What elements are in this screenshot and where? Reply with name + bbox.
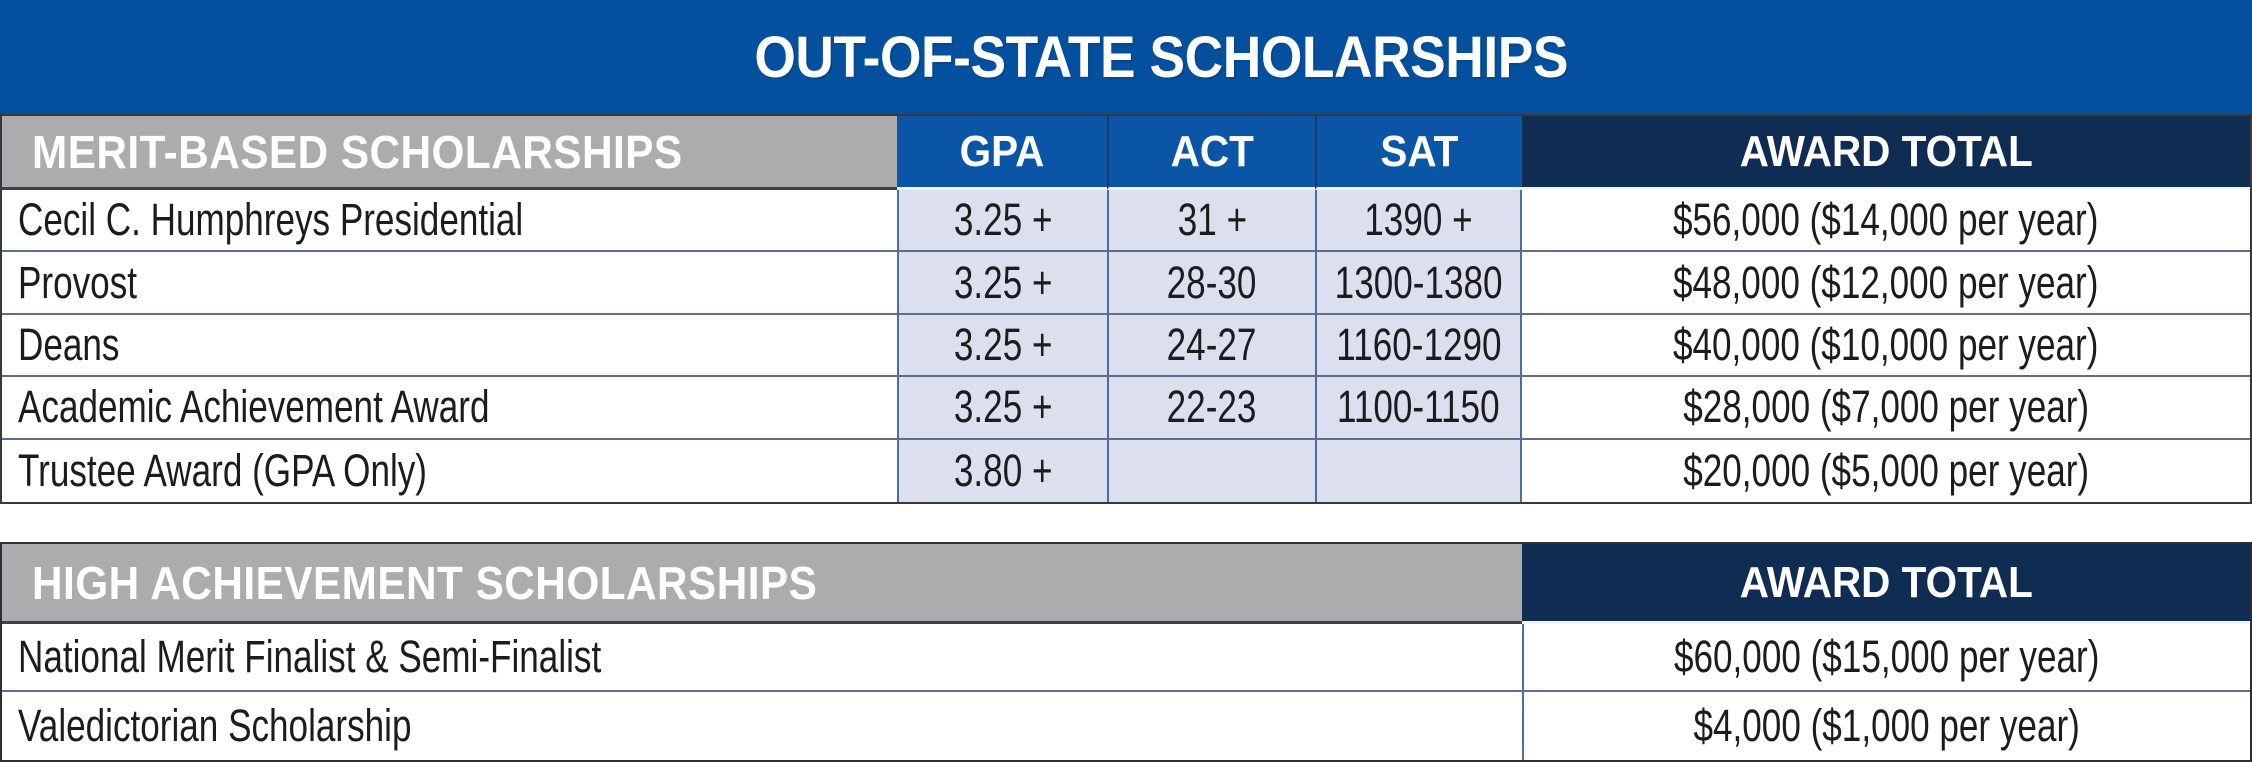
act-cell: 24-27: [1107, 315, 1315, 377]
award-total-cell: $56,000 ($14,000 per year): [1522, 190, 2250, 252]
award-total-cell: $20,000 ($5,000 per year): [1522, 440, 2250, 502]
gpa-cell: 3.25 +: [897, 190, 1107, 252]
award-total-column-header: AWARD TOTAL: [1522, 116, 2250, 190]
scholarship-name-cell: Cecil C. Humphreys Presidential: [2, 190, 897, 252]
high-achievement-title-cell: [2, 544, 1522, 624]
scholarship-name-cell: Deans: [2, 315, 897, 377]
scholarship-name-cell: Academic Achievement Award: [2, 377, 897, 439]
merit-scholarships-table: [0, 114, 2252, 504]
award-total-cell: $60,000 ($15,000 per year): [1522, 624, 2250, 692]
act-cell: 31 +: [1107, 190, 1315, 252]
award-total-cell: $48,000 ($12,000 per year): [1522, 252, 2250, 314]
act-cell: [1107, 440, 1315, 502]
award-total-cell: $40,000 ($10,000 per year): [1522, 315, 2250, 377]
title-banner: [0, 0, 2252, 114]
gpa-cell: 3.25 +: [897, 377, 1107, 439]
sat-cell: 1390 +: [1315, 190, 1522, 252]
sat-cell: 1300-1380: [1315, 252, 1522, 314]
high-achievement-table: [0, 542, 2252, 762]
merit-table-title: MERIT-BASED SCHOLARSHIPS: [32, 125, 683, 178]
merit-table-title-cell: [2, 116, 897, 190]
sat-cell: 1100-1150: [1315, 377, 1522, 439]
gpa-column-header: GPA: [897, 116, 1107, 190]
sat-column-header: SAT: [1315, 116, 1522, 190]
gpa-cell: 3.25 +: [897, 315, 1107, 377]
high-achievement-title: HIGH ACHIEVEMENT SCHOLARSHIPS: [32, 556, 818, 609]
scholarship-name-cell: Trustee Award (GPA Only): [2, 440, 897, 502]
award-total-column-header: AWARD TOTAL: [1522, 544, 2250, 624]
award-total-cell: $4,000 ($1,000 per year): [1522, 692, 2250, 760]
sat-cell: 1160-1290: [1315, 315, 1522, 377]
sat-cell: [1315, 440, 1522, 502]
gpa-cell: 3.25 +: [897, 252, 1107, 314]
page-title: OUT-OF-STATE SCHOLARSHIPS: [754, 24, 1568, 90]
act-cell: 22-23: [1107, 377, 1315, 439]
act-column-header: ACT: [1107, 116, 1315, 190]
scholarship-name-cell: Valedictorian Scholarship: [2, 692, 1522, 760]
gpa-cell: 3.80 +: [897, 440, 1107, 502]
award-total-cell: $28,000 ($7,000 per year): [1522, 377, 2250, 439]
scholarship-name-cell: Provost: [2, 252, 897, 314]
act-cell: 28-30: [1107, 252, 1315, 314]
scholarship-name-cell: National Merit Finalist & Semi-Finalist: [2, 624, 1522, 692]
